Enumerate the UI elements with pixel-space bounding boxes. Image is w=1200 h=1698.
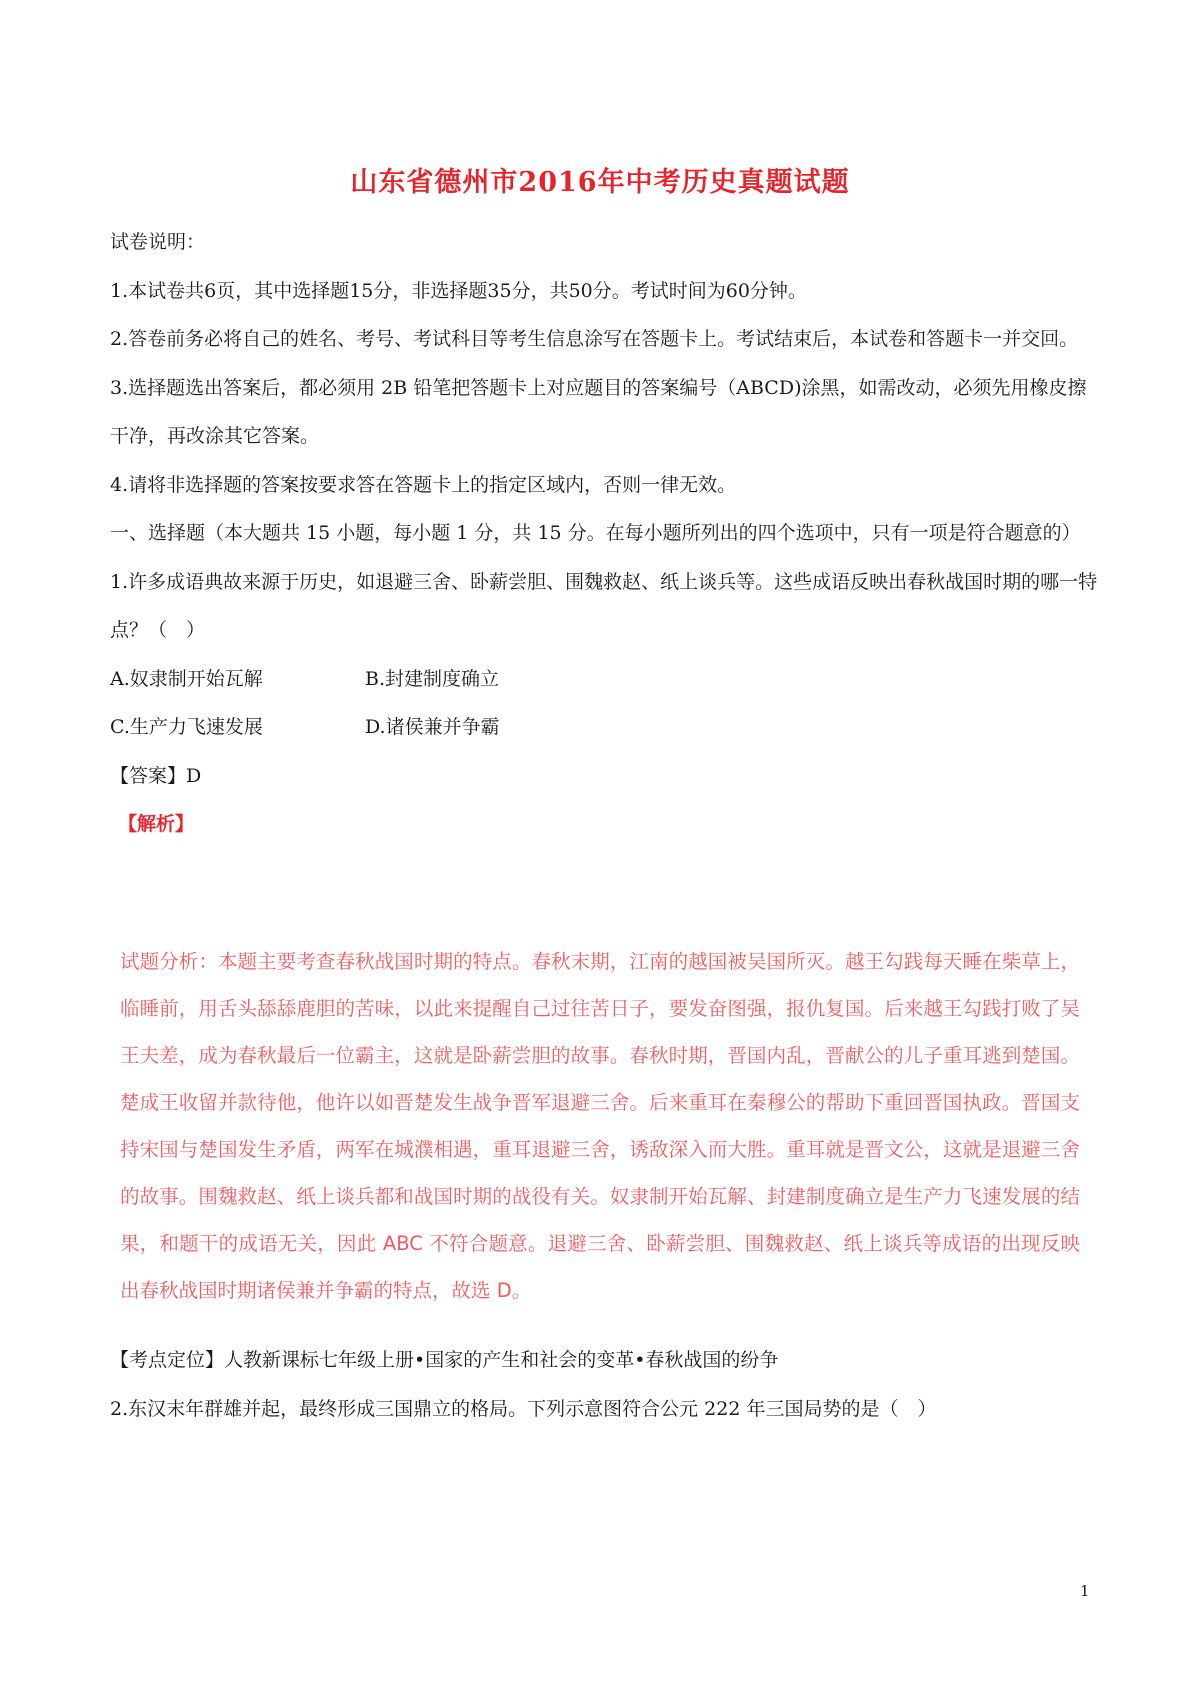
analysis-text: 试题分析：本题主要考查春秋战国时期的特点。春秋末期，江南的越国被吴国所灭。越王勾践每天睡在柴草上，临睡前，用舌头舔舔鹿胆的苦味，以此来提醒自己过往苦日子，要发奋图强，报仇复国。后来越王勾践打败了吴王夫差，成为春秋最后一位霸主，这就是卧薪尝胆的故事。春秋时期，晋国内乱，晋献公的儿子重耳逃到楚国。楚成王收留并款待他，他许以如晋楚发生战争晋军退避三舍。后来重耳在秦穆公的帮助下重回晋国执政。晋国支持宋国与楚国发生矛盾，两军在城濮相遇，重耳退避三舍，诱敌深入而大胜。重耳就是晋文公，这就是退避三舍的故事。围魏救赵、纸上谈兵都和战国时期的战役有关。奴隶制开始瓦解、封建制度确立是生产力飞速发展的结果，和题干的成语无关，因此 ABC 不符合题意。退避三舍、卧薪尝胆、围魏救赵、纸上谈兵等成语的出现反映出春秋战国时期诸侯兼并争霸的特点，故选 D。: [120, 950, 1080, 1302]
instructions-heading: 试卷说明：: [110, 231, 206, 253]
instruction-item-4: 4.请将非选择题的答案按要求答在答题卡上的指定区域内，否则一律无效。: [110, 473, 737, 496]
document-title: 山东省德州市2016年中考历史真题试题: [350, 167, 850, 198]
option-c: C.生产力飞速发展: [110, 716, 263, 738]
instruction-item-2: 2.答卷前务必将自己的姓名、考号、考试科目等考生信息涂写在答题卡上。考试结束后，本试卷和答题卡一并交回。: [110, 328, 1079, 350]
analysis-heading: 【解析】: [118, 813, 195, 835]
question-1-stem: 1.许多成语典故来源于历史，如退避三舍、卧薪尝胆、围魏救赵、纸上谈兵等。这些成语反映出春秋战国时期的哪一特点？（ ）: [110, 570, 1098, 641]
question-2-stem: 2.东汉末年群雄并起，最终形成三国鼎立的格局。下列示意图符合公元 222 年三国局势的是（ ）: [110, 1397, 937, 1420]
question-1-options-row-2: [110, 703, 1102, 752]
knowledge-point: 【考点定位】人教新课标七年级上册•国家的产生和社会的变革•春秋战国的纷争: [110, 1349, 779, 1371]
instruction-item-1: 1.本试卷共6页，其中选择题15分，非选择题35分，共50分。考试时间为60分钟。: [110, 279, 807, 302]
page-number: 1: [1080, 1582, 1090, 1600]
option-d: D.诸侯兼并争霸: [365, 716, 500, 738]
option-b: B.封建制度确立: [365, 667, 500, 690]
question-1-options-row-1: [110, 655, 1102, 704]
section-heading: 一、选择题（本大题共 15 小题，每小题 1 分，共 15 分。在每小题所列出的四个选项中，只有一项是符合题意的）: [110, 522, 1081, 544]
instruction-item-3: 3.选择题选出答案后，都必须用 2B 铅笔把答题卡上对应题目的答案编号（ABCD)涂黑，如需改动，必须先用橡皮擦干净，再改涂其它答案。: [110, 376, 1087, 447]
question-1-answer: 【答案】D: [110, 764, 202, 787]
instructions-block: [110, 218, 1102, 849]
option-a: A.奴隶制开始瓦解: [110, 667, 263, 690]
lower-block: [110, 1336, 1102, 1433]
